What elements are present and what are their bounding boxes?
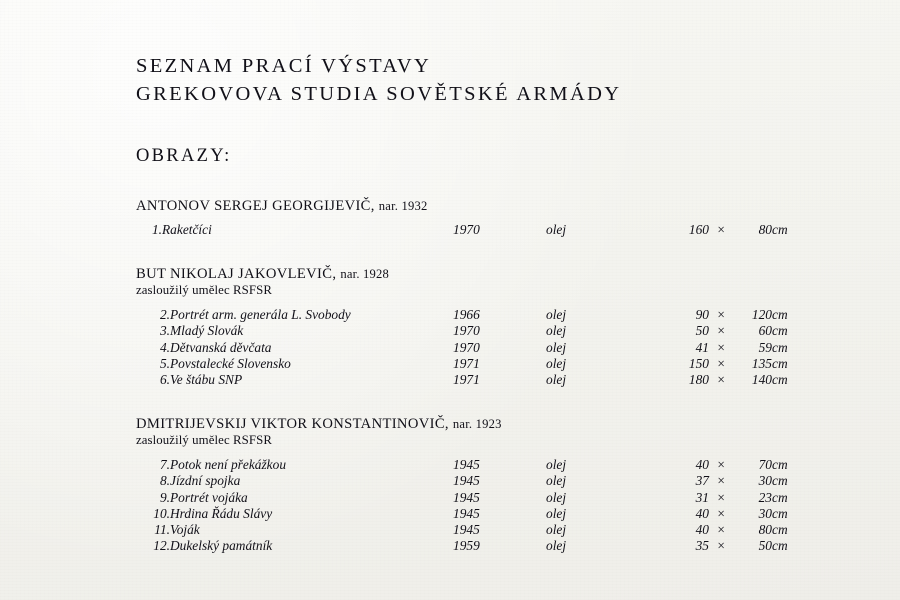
dimension-times-icon: × — [716, 307, 726, 323]
dimension-times-icon: × — [716, 489, 726, 505]
title-line-1: SEZNAM PRACÍ VÝSTAVY — [136, 55, 432, 77]
artist-section — [136, 167, 836, 238]
work-unit: cm — [772, 355, 788, 371]
page-title — [136, 52, 836, 108]
dimension-times-icon: × — [716, 222, 726, 237]
artist-birth-year: nar. 1928 — [340, 267, 389, 282]
work-year: 1971 — [453, 355, 480, 371]
work-technique: olej — [546, 355, 567, 371]
works-table — [136, 457, 836, 554]
work-title: Dukelský památník — [170, 538, 273, 554]
work-height: 59 — [758, 339, 772, 355]
work-number: 11. — [154, 522, 170, 538]
work-technique: olej — [546, 489, 567, 505]
work-year: 1970 — [453, 222, 480, 237]
work-unit: cm — [772, 323, 788, 339]
table-row — [136, 473, 836, 489]
table-row — [136, 372, 836, 388]
artist-list — [136, 167, 836, 554]
work-title: Hrdina Řádu Slávy — [170, 505, 273, 521]
work-year: 1945 — [453, 457, 480, 473]
dimension-times-icon: × — [716, 323, 726, 339]
work-year: 1945 — [453, 505, 480, 521]
work-number: 3. — [159, 323, 170, 339]
artist-birth-year: nar. 1923 — [452, 417, 502, 432]
table-row — [136, 340, 836, 356]
work-height: 23 — [758, 489, 772, 505]
work-title: Jízdní spojka — [170, 473, 241, 489]
work-width: 150 — [688, 355, 709, 371]
dimension-times-icon: × — [716, 538, 726, 554]
work-year: 1945 — [453, 473, 480, 489]
work-unit: cm — [772, 457, 788, 473]
work-number: 12. — [153, 538, 170, 554]
title-line-2: GREKOVOVA STUDIA SOVĚTSKÉ ARMÁDY — [136, 83, 622, 105]
work-technique: olej — [546, 222, 567, 237]
artist-birth-year: nar. 1932 — [378, 199, 428, 213]
work-width: 37 — [695, 473, 709, 489]
table-row — [136, 323, 836, 339]
work-height: 30 — [758, 473, 772, 489]
work-title: Ve štábu SNP — [170, 372, 243, 388]
table-row — [136, 538, 836, 554]
work-title: Povstalecké Slovensko — [170, 355, 291, 371]
artist-section — [136, 238, 836, 388]
work-title: Voják — [170, 522, 200, 538]
table-row — [136, 522, 836, 538]
work-year: 1945 — [453, 489, 480, 505]
work-width: 31 — [695, 489, 709, 505]
section-heading-obrazy: OBRAZY: — [136, 146, 232, 166]
table-row — [136, 356, 836, 372]
work-width: 35 — [695, 538, 709, 554]
work-number: 7. — [159, 457, 170, 473]
table-row — [136, 506, 836, 522]
work-title: Portrét vojáka — [170, 489, 248, 505]
work-unit: cm — [772, 538, 788, 554]
artist-name — [136, 265, 836, 283]
work-width: 40 — [695, 522, 709, 538]
work-year: 1945 — [453, 522, 480, 538]
work-year: 1970 — [453, 323, 480, 339]
works-table — [136, 222, 836, 238]
works-table — [136, 307, 836, 388]
work-technique: olej — [546, 522, 567, 538]
dimension-times-icon: × — [716, 473, 726, 489]
dimension-times-icon: × — [716, 505, 726, 521]
dimension-times-icon: × — [716, 372, 726, 388]
work-unit: cm — [772, 372, 788, 388]
table-row — [136, 457, 836, 473]
artist-section — [136, 388, 836, 554]
work-year: 1970 — [453, 339, 480, 355]
work-number: 2. — [159, 307, 170, 323]
work-year: 1966 — [453, 307, 480, 323]
work-height: 135 — [751, 355, 772, 371]
table-row — [136, 307, 836, 323]
work-number: 10. — [153, 505, 170, 521]
work-technique: olej — [546, 307, 567, 323]
artist-name-text: ANTONOV SERGEJ GEORGIJEVIČ, — [136, 198, 375, 214]
dimension-times-icon: × — [716, 355, 726, 371]
work-title: Potok není překážkou — [170, 457, 287, 473]
artist-honorific: zasloužilý umělec RSFSR — [136, 283, 272, 298]
work-unit: cm — [772, 339, 788, 355]
work-unit: cm — [772, 522, 788, 538]
artist-honorific: zasloužilý umělec RSFSR — [136, 433, 272, 448]
work-height: 80 — [758, 522, 772, 538]
work-title: Dětvanská děvčata — [170, 339, 272, 355]
work-height: 80 — [758, 222, 772, 237]
work-technique: olej — [546, 457, 567, 473]
work-number: 6. — [159, 372, 170, 388]
artist-name-text: BUT NIKOLAJ JAKOVLEVIČ, — [136, 266, 337, 283]
work-height: 60 — [758, 323, 772, 339]
work-width: 40 — [695, 457, 709, 473]
work-number: 8. — [159, 473, 170, 489]
work-number: 5. — [159, 355, 170, 371]
work-width: 180 — [688, 372, 709, 388]
work-technique: olej — [546, 339, 567, 355]
dimension-times-icon: × — [716, 457, 726, 473]
work-width: 40 — [695, 505, 709, 521]
work-unit: cm — [772, 473, 788, 489]
work-title: Portrét arm. generála L. Svobody — [170, 307, 351, 323]
work-height: 140 — [751, 372, 772, 388]
table-row — [136, 222, 836, 238]
work-title: Mladý Slovák — [170, 323, 244, 339]
artist-name — [136, 415, 836, 433]
work-height: 70 — [758, 457, 772, 473]
work-technique: olej — [546, 538, 567, 554]
work-unit: cm — [772, 489, 788, 505]
work-year: 1971 — [453, 372, 480, 388]
work-unit: cm — [772, 505, 788, 521]
work-technique: olej — [546, 473, 567, 489]
dimension-times-icon: × — [716, 339, 726, 355]
work-width: 90 — [695, 307, 709, 323]
work-number: 1. — [151, 222, 162, 237]
artist-name-text: DMITRIJEVSKIJ VIKTOR KONSTANTINOVIČ, — [136, 416, 449, 433]
work-height: 30 — [758, 505, 772, 521]
work-height: 50 — [758, 538, 772, 554]
work-number: 4. — [159, 339, 170, 355]
work-title: Raketčíci — [162, 222, 212, 237]
dimension-times-icon: × — [716, 522, 726, 538]
work-height: 120 — [751, 307, 772, 323]
table-row — [136, 490, 836, 506]
work-technique: olej — [546, 372, 567, 388]
work-number: 9. — [159, 489, 170, 505]
work-width: 160 — [688, 222, 709, 237]
work-width: 41 — [695, 339, 709, 355]
work-unit: cm — [772, 222, 788, 237]
work-technique: olej — [546, 505, 567, 521]
work-year: 1959 — [453, 538, 480, 554]
work-technique: olej — [546, 323, 567, 339]
artist-name — [136, 197, 836, 215]
work-unit: cm — [772, 307, 788, 323]
page-content — [136, 52, 836, 554]
work-width: 50 — [695, 323, 709, 339]
